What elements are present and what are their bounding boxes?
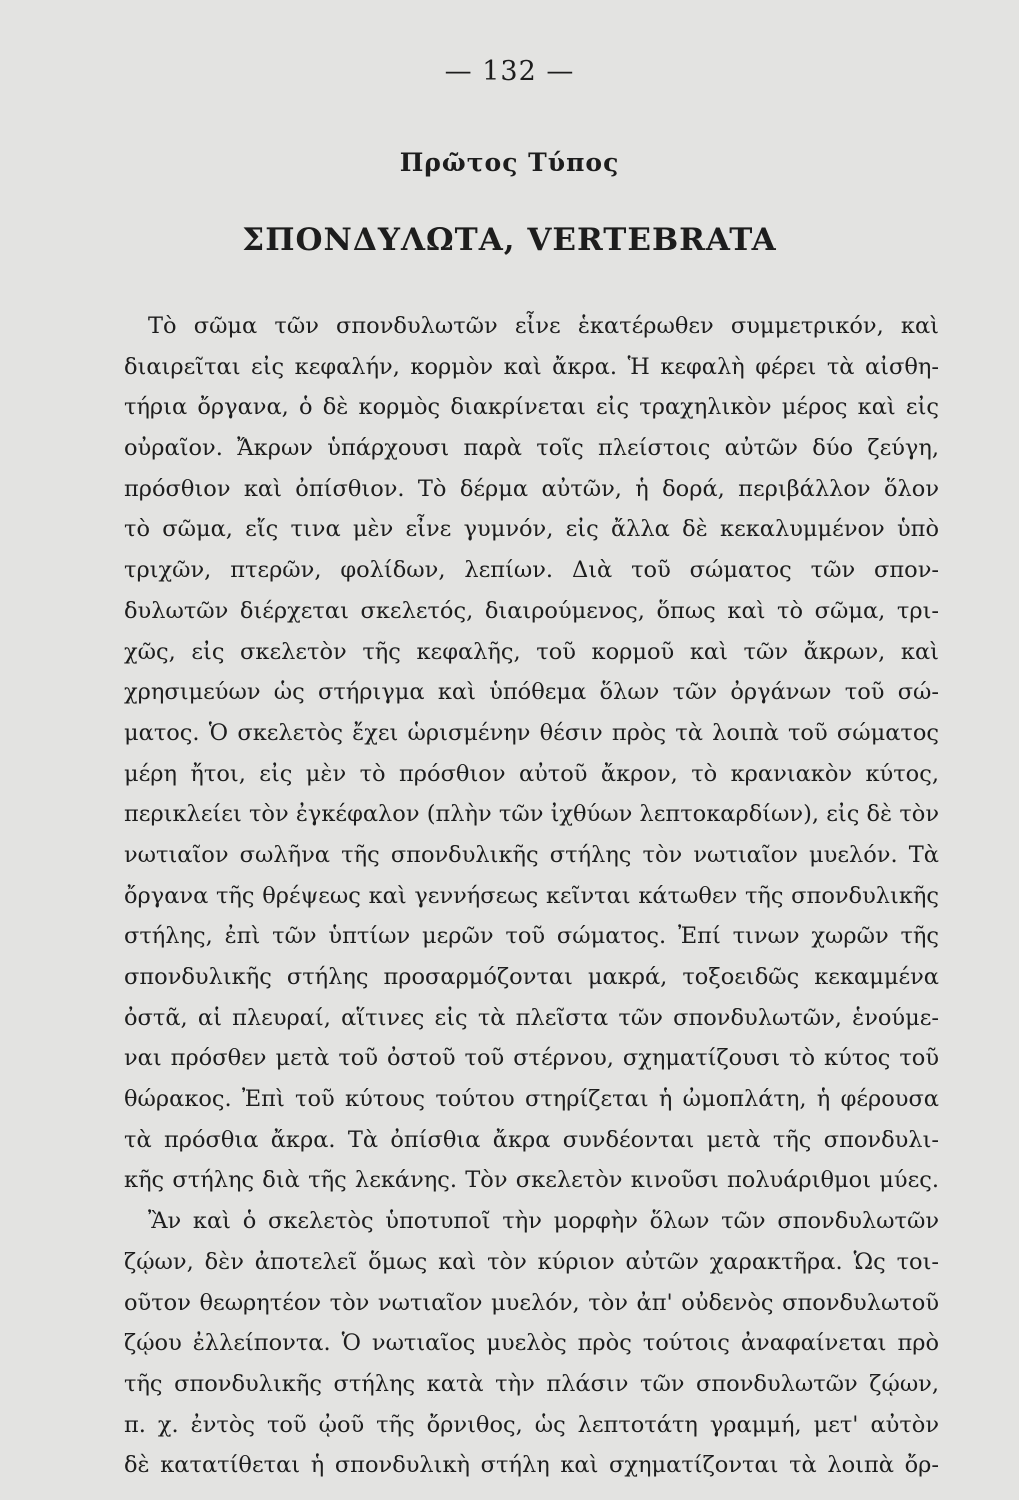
text-line: οὐραῖον. Ἄκρων ὑπάρχουσι παρὰ τοῖς πλείστοις αὐτῶν δύο ζεύγη,	[124, 435, 939, 462]
text-line: Τὸ σῶμα τῶν σπονδυλωτῶν εἶνε ἑκατέρωθεν συμμετρικόν, καὶ	[148, 313, 939, 339]
text-line: δὲ κατατίθεται ἡ σπονδυλικὴ στήλη καὶ σχηματίζονται τὰ λοιπὰ ὄρ-	[124, 1452, 939, 1479]
text-line: ναι πρόσθεν μετὰ τοῦ ὀστοῦ τοῦ στέρνου, σχηματίζουσι τὸ κύτος τοῦ	[124, 1045, 939, 1072]
text-line: ματος. Ὁ σκελετὸς ἔχει ὡρισμένην θέσιν πρὸς τὰ λοιπὰ τοῦ σώματος	[124, 719, 939, 746]
text-line: δυλωτῶν διέρχεται σκελετός, διαιρούμενος, ὅπως καὶ τὸ σῶμα, τρι-	[124, 597, 939, 624]
text-line: π. χ. ἐντὸς τοῦ ᾠοῦ τῆς ὄρνιθος, ὡς λεπτοτάτη γραμμή, μετ' αὐτὸν	[124, 1411, 939, 1438]
text-line: τριχῶν, πτερῶν, φολίδων, λεπίων. Διὰ τοῦ σώματος τῶν σπον-	[124, 557, 939, 584]
text-line: τήρια ὄργανα, ὁ δὲ κορμὸς διακρίνεται εἰς τραχηλικὸν μέρος καὶ εἰς	[124, 394, 939, 421]
text-line: χῶς, εἰς σκελετὸν τῆς κεφαλῆς, τοῦ κορμοῦ καὶ τῶν ἄκρων, καὶ	[124, 638, 939, 665]
text-line: πρόσθιον καὶ ὀπίσθιον. Τὸ δέρμα αὐτῶν, ἡ δορά, περιβάλλον ὅλον	[124, 475, 939, 502]
text-line: ζῴου ἐλλείποντα. Ὁ νωτιαῖος μυελὸς πρὸς τούτοις ἀναφαίνεται πρὸ	[124, 1330, 939, 1357]
text-line: κῆς στήλης διὰ τῆς λεκάνης. Τὸν σκελετὸν κινοῦσι πολυάριθμοι μύες.	[124, 1167, 939, 1194]
text-line: οῦτον θεωρητέον τὸν νωτιαῖον μυελόν, τὸν ἀπ' οὐδενὸς σπονδυλωτοῦ	[124, 1289, 939, 1316]
text-line: νωτιαῖον σωλῆνα τῆς σπονδυλικῆς στήλης τὸν νωτιαῖον μυελόν. Τὰ	[124, 841, 939, 868]
text-line: ὄργανα τῆς θρέψεως καὶ γεννήσεως κεῖνται κάτωθεν τῆς σπονδυλικῆς	[124, 882, 939, 909]
text-line: τῆς σπονδυλικῆς στήλης κατὰ τὴν πλάσιν τῶν σπονδυλωτῶν ζῴων,	[124, 1370, 939, 1397]
chapter-title: ΣΠΟΝΔΥΛΩΤΑ, VERTEBRATA	[242, 222, 777, 258]
text-line: ζῴων, δὲν ἀποτελεῖ ὅμως καὶ τὸν κύριον αὐτῶν χαρακτῆρα. Ὡς τοι-	[124, 1248, 939, 1275]
text-line: χρησιμεύων ὡς στήριγμα καὶ ὑπόθεμα ὅλων τῶν ὀργάνων τοῦ σώ-	[124, 679, 939, 706]
text-line: Ἂν καὶ ὁ σκελετὸς ὑποτυποῖ τὴν μορφὴν ὅλων τῶν σπονδυλωτῶν	[148, 1208, 939, 1235]
text-line: στήλης, ἐπὶ τῶν ὑπτίων μερῶν τοῦ σώματος. Ἐπί τινων χωρῶν τῆς	[124, 923, 939, 950]
section-title: Πρῶτος Τύπος	[399, 148, 620, 177]
text-line: τὰ πρόσθια ἄκρα. Τὰ ὀπίσθια ἄκρα συνδέονται μετὰ τῆς σπονδυλι-	[124, 1126, 939, 1153]
text-line: σπονδυλικῆς στήλης προσαρμόζονται μακρά, τοξοειδῶς κεκαμμένα	[124, 964, 939, 990]
body-text	[124, 306, 939, 1486]
text-line: περικλείει τὸν ἐγκέφαλον (πλὴν τῶν ἰχθύων λεπτοκαρδίων), εἰς δὲ τὸν	[124, 801, 939, 828]
text-line: μέρη ἤτοι, εἰς μὲν τὸ πρόσθιον αὐτοῦ ἄκρον, τὸ κρανιακὸν κύτος,	[124, 760, 939, 787]
text-line: τὸ σῶμα, εἴς τινα μὲν εἶνε γυμνόν, εἰς ἄλλα δὲ κεκαλυμμένον ὑπὸ	[124, 516, 939, 543]
text-line: διαιρεῖται εἰς κεφαλήν, κορμὸν καὶ ἄκρα. Ἡ κεφαλὴ φέρει τὰ αἰσθη-	[124, 353, 939, 380]
page-number: — 132 —	[444, 56, 575, 87]
text-line: ὀστᾶ, αἱ πλευραί, αἵτινες εἰς τὰ πλεῖστα τῶν σπονδυλωτῶν, ἑνούμε-	[124, 1004, 939, 1031]
text-line: θώρακος. Ἐπὶ τοῦ κύτους τούτου στηρίζεται ἡ ὠμοπλάτη, ἡ φέρουσα	[124, 1086, 939, 1113]
